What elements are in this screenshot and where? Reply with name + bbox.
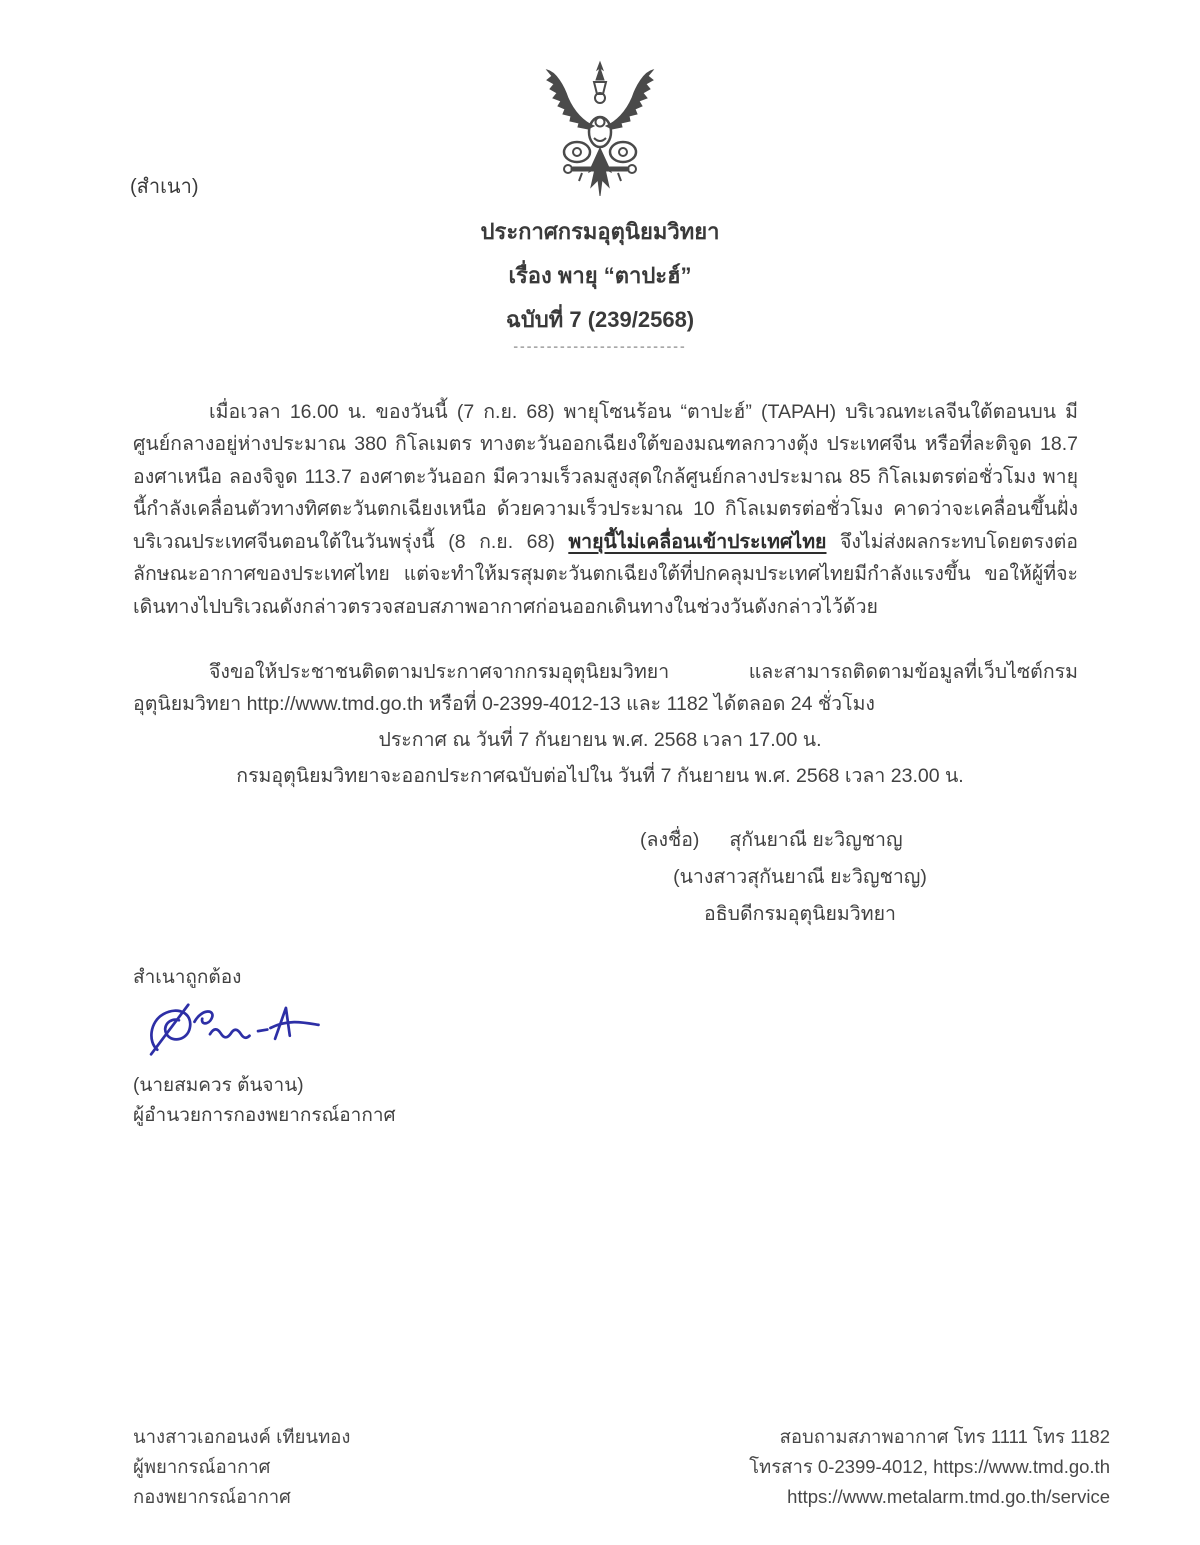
handwritten-signature-icon [139,997,396,1069]
issued-date-line: ประกาศ ณ วันที่ 7 กันยายน พ.ศ. 2568 เวลา 17.00 น. [378,729,822,751]
certifier-name: (นายสมควร ต้นจาน) [133,1075,304,1096]
certifier-title: ผู้อำนวยการกองพยากรณ์อากาศ [133,1105,396,1126]
no-thailand-impact-emphasis: พายุนี้ไม่เคลื่อนเข้าประเทศไทย [568,530,827,553]
next-issue-line: กรมอุตุนิยมวิทยาจะออกประกาศฉบับต่อไปใน วันที่ 7 กันยายน พ.ศ. 2568 เวลา 23.00 น. [236,765,964,787]
forecaster-division: กองพยากรณ์อากาศ [133,1486,291,1507]
storm-status-text: เมื่อเวลา 16.00 น. ของวันนี้ (7 ก.ย. 68) พายุโซนร้อน “ตาปะฮ์” (TAPAH) บริเวณทะเลจีนใต้ตอนบน มีศูนย์กลางอยู่ห่างประมาณ 380 กิโลเมตร ทางตะวันออกเฉียงใต้ของมณฑลกวางตุ้ง ประเทศจีน หรือที่ละติจูด 18.7 องศาเหนือ ลองจิจูด 113.7 องศาตะวันออก มีความเร็วลมสูงสุดใกล้ศูนย์กลางประมาณ 85 กิโลเมตรต่อชั่วโมง พายุนี้กำลังเคลื่อนตัวทางทิศตะวันตกเฉียงเหนือ ด้วยความเร็วประมาณ 10 กิโลเมตรต่อชั่วโมง คาดว่าจะเคลื่อนขึ้นฝั่งบริเวณประเทศจีนตอนใต้ในวันพรุ่งนี้ (8 ก.ย. 68) [133,400,1078,553]
document-title [0,210,1200,342]
forecaster-role: ผู้พยากรณ์อากาศ [133,1456,271,1477]
signer-fullname: (นางสาวสุกันยาณี ยะวิญชาญ) [673,866,927,888]
garuda-emblem-icon [540,60,660,206]
contact-fax-website-line: โทรสาร 0-2399-4012, https://www.tmd.go.th [749,1456,1110,1477]
title-issue-number: ฉบับที่ 7 (239/2568) [505,307,695,332]
signed-label: (ลงชื่อ) [640,829,700,851]
signer-name: สุกันยาณี ยะวิญชาญ [729,829,903,851]
certified-copy-label: สำเนาถูกต้อง [133,967,242,988]
title-agency: ประกาศกรมอุตุนิยมวิทยา [480,219,720,244]
title-subject: เรื่อง พายุ “ตาปะฮ์” [508,263,692,288]
contact-info [749,1422,1110,1512]
signature-block [600,822,1000,933]
forecaster-name: นางสาวเอกอนงค์ เทียนทอง [133,1426,351,1447]
storm-status-paragraph [133,396,1078,624]
copy-label: (สำเนา) [130,176,199,198]
contact-alert-website-line: https://www.metalarm.tmd.go.th/service [787,1486,1110,1507]
dashed-separator: -------------------------- [513,338,687,354]
contact-phone-line: สอบถามสภาพอากาศ โทร 1111 โทร 1182 [779,1426,1110,1447]
storm-advice-text: จึงไม่ส่งผลกระทบโดยตรงต่อลักษณะอากาศของประเทศไทย แต่จะทำให้มรสุมตะวันตกเฉียงใต้ที่ปกคลุมประเทศไทยมีกำลังแรงขึ้น ขอให้ผู้ที่จะเดินทางไปบริเวณดังกล่าวตรวจสอบสภาพอากาศก่อนออกเดินทางในช่วงวันดังกล่าวไว้ด้วย [133,530,1078,619]
signer-title: อธิบดีกรมอุตุนิยมวิทยา [704,903,896,925]
certified-copy-block [133,963,396,1131]
forecaster-info [133,1422,350,1512]
follow-updates-paragraph: จึงขอให้ประชาชนติดตามประกาศจากกรมอุตุนิยมวิทยา และสามารถติดตามข้อมูลที่เว็บไซต์กรมอุตุนิยมวิทยา http://www.tmd.go.th หรือที่ 0-2399-4012-13 และ 1182 ได้ตลอด 24 ชั่วโมง [133,660,1078,716]
